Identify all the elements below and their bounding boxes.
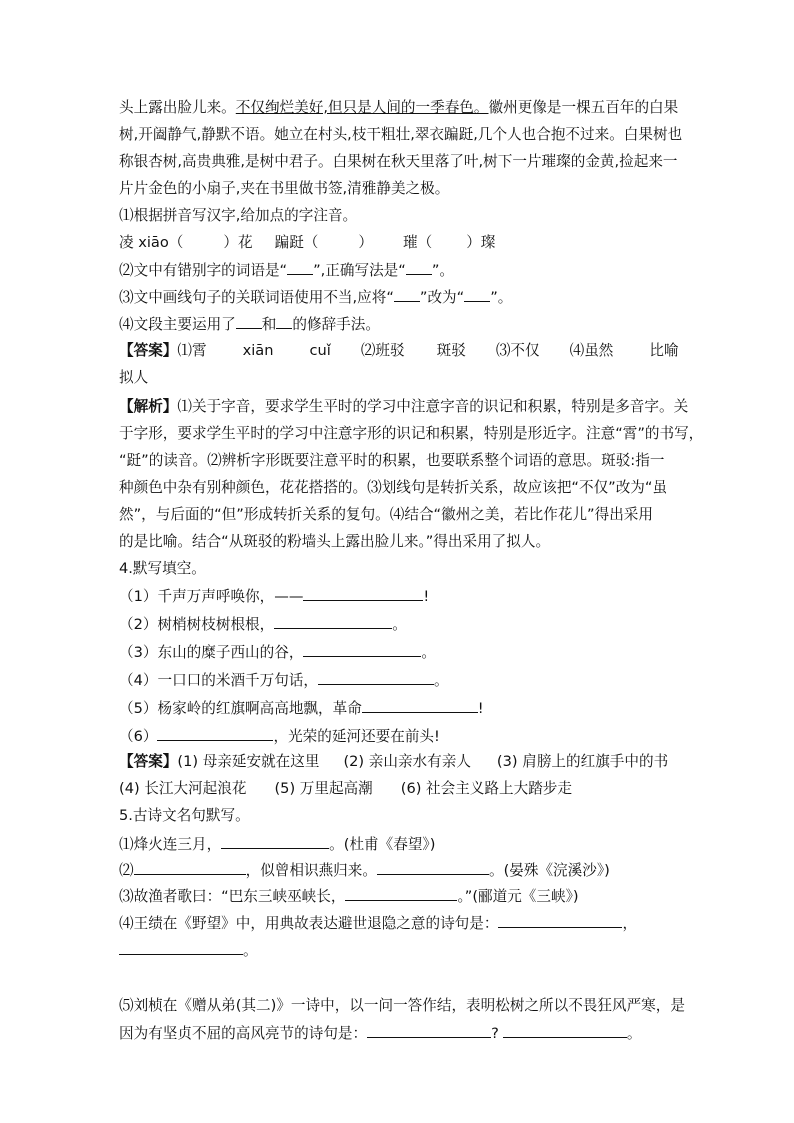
- q4-title: 4.默写填空。: [119, 560, 206, 577]
- q5-item-4-cont: [119, 940, 258, 962]
- text: !: [423, 588, 430, 605]
- underlined-sentence: 不仅绚烂美好,但只是人间的一季春色。: [235, 99, 489, 116]
- text: ”。: [490, 289, 513, 306]
- text: 。: [626, 1025, 642, 1042]
- q4-item-4: [119, 670, 449, 692]
- text: （2）树梢树枝树根根，: [119, 616, 275, 633]
- answer-blank[interactable]: [287, 260, 313, 275]
- answer-blank[interactable]: [464, 287, 490, 302]
- answer-blank[interactable]: [362, 698, 478, 713]
- fill-suffix: ）璨: [466, 234, 496, 251]
- q5-item-1: [119, 834, 435, 856]
- fill-prefix: 凌 xiāo（: [119, 234, 184, 251]
- q5-item-5-line-2: [119, 1023, 641, 1045]
- answer-blank[interactable]: [503, 1023, 627, 1038]
- text: 。(晏殊《浣溪沙》): [488, 862, 610, 879]
- text: ⑶文中画线句子的关联词语使用不当,应将“: [119, 289, 394, 306]
- fill-suffix: ）花: [223, 234, 253, 251]
- answer-blank[interactable]: [394, 287, 420, 302]
- answer-blank[interactable]: [303, 642, 421, 657]
- text: （5）杨家岭的红旗啊高高地飘，革命: [119, 700, 362, 717]
- q3-analysis-line-6: 的是比喻。结合“从斑驳的粉墙头上露出脸儿来。”得出采用了拟人。: [119, 533, 551, 550]
- q5-item-5-line-1: ⑸刘桢在《赠从弟(其二)》一诗中，以一问一答作结，表明松树之所以不畏狂风严寒，是: [119, 997, 685, 1014]
- text: ，光荣的延河还要在前头!: [273, 728, 440, 745]
- text: （3）东山的糜子西山的谷，: [119, 644, 304, 661]
- q5-item-2: [119, 860, 610, 882]
- text: 。”(郦道元《三峡》): [457, 888, 579, 905]
- q4-answer-line-1: [119, 752, 668, 774]
- text: ”。: [431, 262, 454, 279]
- q3-analysis-line-3: “跹”的读音。⑵辨析字形既要注意平时的积累，也要联系整个词语的意思。斑驳:指一: [119, 452, 665, 469]
- passage-text: 头上露出脸儿来。: [119, 99, 236, 116]
- answer-blank[interactable]: [498, 913, 622, 928]
- answer-item: (1) 母亲延安就在这里: [177, 753, 320, 770]
- text: !: [477, 700, 484, 717]
- answer-label: 【答案】: [119, 753, 178, 770]
- fill-prefix: 璀（: [403, 234, 433, 251]
- answer-blank[interactable]: [276, 314, 292, 329]
- text: ⑷王绩在《野望》中，用典故表达避世退隐之意的诗句是：: [119, 915, 499, 932]
- answer-item: ⑵班驳: [360, 342, 405, 359]
- answer-blank[interactable]: [221, 834, 329, 849]
- q4-item-5: [119, 698, 484, 720]
- answer-item: (5) 万里起高潮: [274, 780, 373, 797]
- text: ⑵: [119, 862, 134, 879]
- passage-text: 徽州更像是一棵五百年的白果: [488, 99, 679, 116]
- q3-analysis-line-4: 种颜色中杂有别种颜色，花花搭搭的。⑶划线句是转折关系，故应该把“不仅”改为“虽: [119, 479, 668, 496]
- text: ，: [622, 915, 638, 932]
- q3-item-3: [119, 287, 512, 309]
- text: 。: [421, 644, 437, 661]
- answer-item: xiān: [242, 342, 274, 359]
- text: 和: [261, 316, 277, 333]
- text: ”,正确写法是“: [313, 262, 406, 279]
- answer-item: (6) 社会主义路上大踏步走: [400, 780, 572, 797]
- answer-item: 比喻: [649, 342, 679, 359]
- text: （6）: [119, 728, 158, 745]
- answer-blank[interactable]: [119, 940, 243, 955]
- text: ⑵文中有错别字的词语是“: [119, 262, 288, 279]
- q4-item-1: [119, 586, 429, 608]
- text: 因为有坚贞不屈的高风亮节的诗句是：: [119, 1025, 368, 1042]
- text: 。: [392, 616, 407, 633]
- text: 。(杜甫《春望》): [329, 836, 436, 853]
- analysis-text: ⑴关于字音，要求学生平时的学习中注意字音的识记和积累，特别是多音字。关: [177, 398, 689, 415]
- answer-blank[interactable]: [157, 726, 273, 741]
- passage-line-2: 树,开阖静气,静默不语。她立在村头,枝干粗壮,翠衣蹁跹,几个人也合抱不过来。白果树也: [119, 126, 683, 143]
- text: （1）千声万声呼唤你，——: [119, 588, 304, 605]
- answer-item: ⑴霄: [177, 342, 207, 359]
- answer-blank[interactable]: [406, 260, 432, 275]
- passage-line-4: 片片金色的小扇子,夹在书里做书签,清雅静美之极。: [119, 180, 450, 197]
- text: 。: [243, 942, 258, 959]
- q4-item-3: [119, 642, 436, 664]
- text: ”改为“: [419, 289, 465, 306]
- q5-title: 5.古诗文名句默写。: [119, 807, 250, 824]
- q3-analysis-line-5: 然”，与后面的“但”形成转折关系的复句。⑷结合“徽州之美，若比作花儿”得出采用: [119, 506, 653, 523]
- q5-item-4: [119, 913, 637, 935]
- passage-line-3: 称银杏树,高贵典雅,是树中君子。白果树在秋天里落了叶,树下一片璀璨的金黄,捡起来一: [119, 153, 678, 170]
- answer-item: (3) 肩膀上的红旗手中的书: [496, 753, 669, 770]
- analysis-label: 【解析】: [119, 398, 178, 415]
- fill-prefix: 蹁跹（: [274, 234, 319, 251]
- text: ?: [491, 1025, 499, 1042]
- q4-answer-line-2: [119, 779, 572, 801]
- q3-item-1: ⑴根据拼音写汉字,给加点的字注音。: [119, 207, 358, 224]
- q3-item-1-fill: [119, 233, 495, 255]
- q3-item-4: [119, 314, 380, 336]
- text: ⑶故渔者歌曰：“巴东三峡巫峡长，: [119, 888, 346, 905]
- answer-item: ⑷虽然: [569, 342, 614, 359]
- text: ，似曾相识燕归来。: [245, 862, 377, 879]
- answer-item: cuǐ: [309, 342, 331, 359]
- q5-item-3: [119, 886, 579, 908]
- q3-analysis-line-2: 于字形，要求学生平时的学习中注意字形的识记和积累，特别是形近字。注意“霄”的书写，: [119, 425, 704, 442]
- answer-blank[interactable]: [134, 860, 246, 875]
- text: 。: [434, 672, 449, 689]
- passage-line-1: [119, 98, 678, 120]
- text: 的修辞手法。: [292, 316, 380, 333]
- answer-blank[interactable]: [236, 314, 262, 329]
- text: （4）一口口的米酒千万句话，: [119, 672, 319, 689]
- q3-answer: [119, 341, 679, 363]
- fill-suffix: ）: [358, 234, 373, 251]
- q3-answer-cont: 拟人: [119, 369, 149, 386]
- answer-blank[interactable]: [303, 586, 423, 601]
- q4-item-6: [119, 726, 440, 748]
- q3-item-2: [119, 260, 454, 282]
- answer-blank[interactable]: [274, 614, 392, 629]
- answer-blank[interactable]: [367, 1023, 491, 1038]
- text: ⑷文段主要运用了: [119, 316, 236, 333]
- answer-item: ⑶不仅: [495, 342, 540, 359]
- answer-blank[interactable]: [318, 670, 434, 685]
- answer-item: (4) 长江大河起浪花: [119, 780, 247, 797]
- answer-item: 斑驳: [436, 342, 466, 359]
- answer-blank[interactable]: [377, 860, 489, 875]
- answer-blank[interactable]: [345, 886, 457, 901]
- q3-analysis-line-1: [119, 397, 688, 419]
- text: ⑴烽火连三月，: [119, 836, 222, 853]
- q4-item-2: [119, 614, 407, 636]
- answer-item: (2) 亲山亲水有亲人: [343, 753, 471, 770]
- answer-label: 【答案】: [119, 342, 178, 359]
